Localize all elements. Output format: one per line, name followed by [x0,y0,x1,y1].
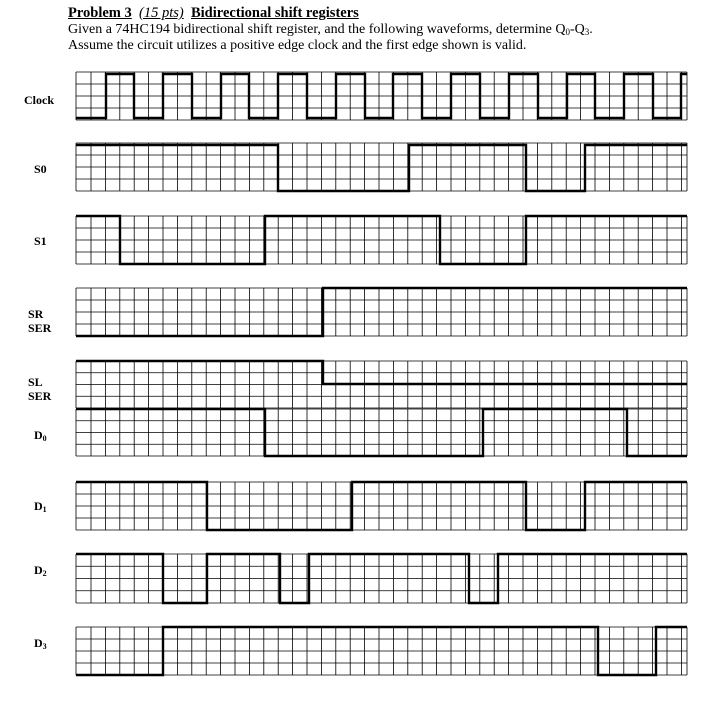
signal-row-sr-ser [28,288,687,336]
grid-d1 [76,482,687,530]
label-sr-ser-line2: SER [28,321,52,335]
grid-s1 [76,216,687,264]
problem-topic: Bidirectional shift registers [190,5,359,21]
signal-row-s1 [34,216,687,264]
label-d1: D1 [34,499,47,514]
label-sl-ser: SL [28,375,43,389]
label-s0: S0 [34,162,47,176]
grid-d0 [76,409,687,456]
signal-row-d3 [34,627,687,675]
label-clock: Clock [24,93,54,107]
label-d3: D3 [34,636,47,651]
signal-row-d2 [34,554,687,603]
signal-row-s0 [34,143,687,191]
problem-instruction-1: Given a 74HC194 bidirectional shift register, and the following waveforms, determine $Q_0-Q_3$. [68,22,593,37]
grid-d3 [76,627,687,675]
grid-s0 [76,143,687,191]
label-sl-ser-line2: SER [28,389,52,403]
grid-sr-ser [76,288,687,336]
grid-d2 [76,554,687,603]
problem-points: (15 pts) [139,5,184,21]
signal-row-d1 [34,482,687,530]
signal-row-clock [24,72,687,120]
problem-instruction-2: Assume the circuit utilizes a positive edge clock and the first edge shown is valid. [68,38,527,53]
label-sr-ser: SR [28,307,44,321]
label-d0: D0 [34,428,47,443]
problem-number: Problem 3 [68,5,132,21]
label-d2: D2 [34,563,47,578]
signal-row-sl-ser [28,361,687,408]
label-s1: S1 [34,234,47,248]
signal-row-d0 [34,409,687,456]
